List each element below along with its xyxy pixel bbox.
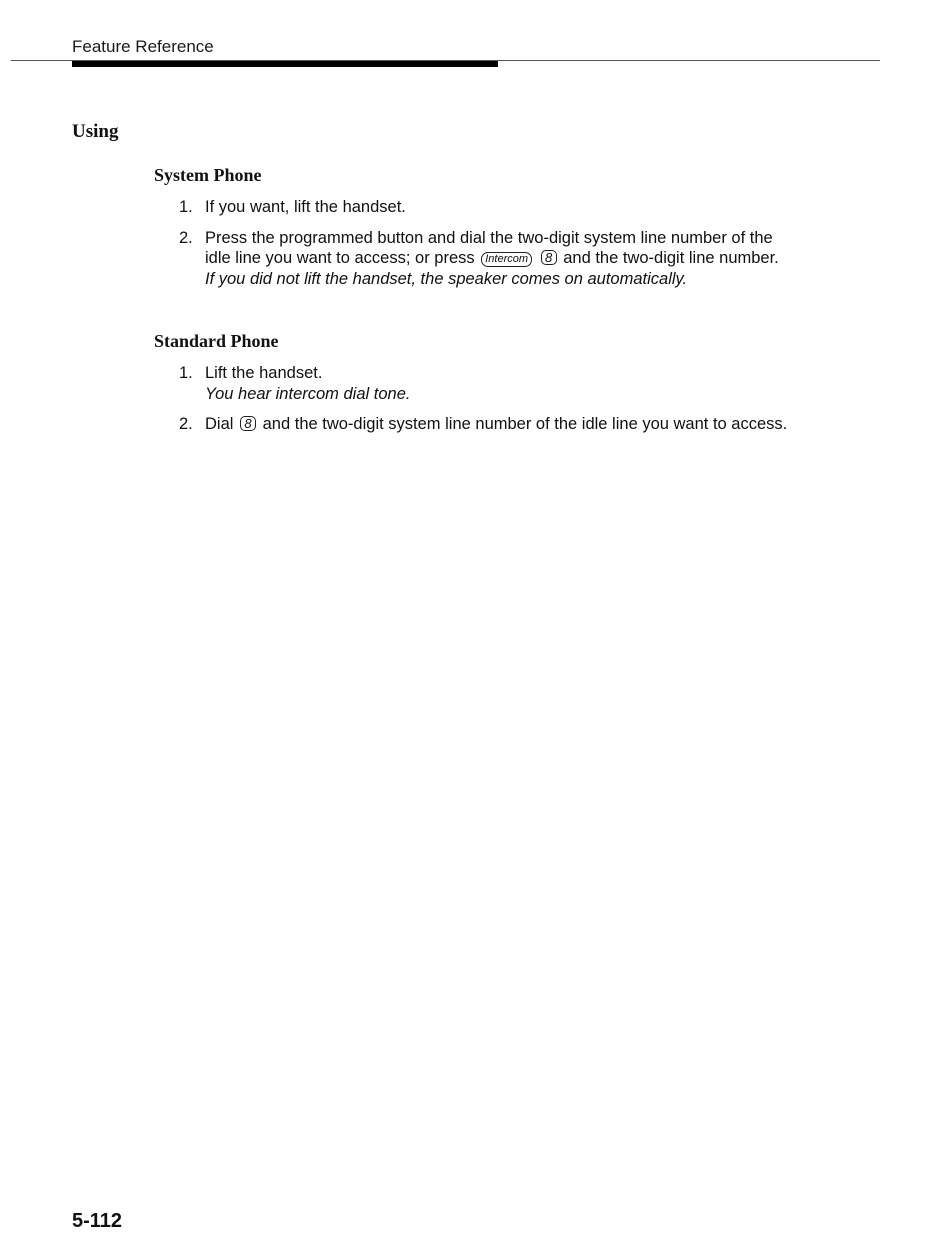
list-item (154, 228, 794, 290)
step-text: Lift the handset. (205, 364, 323, 382)
subheading-standard-phone: Standard Phone (154, 331, 279, 351)
header-rule-thick (72, 61, 498, 67)
step-number: 1. (179, 364, 193, 382)
step-note: If you did not lift the handset, the speaker comes on automatically. (205, 269, 688, 288)
section-heading-using: Using (72, 121, 119, 142)
standard-phone-steps (154, 363, 794, 435)
step-number: 2. (179, 415, 193, 433)
subheading-system-phone: System Phone (154, 165, 262, 185)
page-number: 5-112 (72, 1210, 123, 1232)
list-item (154, 197, 794, 218)
step-text: Press the programmed button and dial the two-digit system line number of the idle line you want to access; or press (205, 228, 773, 267)
step-number: 1. (179, 198, 193, 216)
system-phone-steps (154, 197, 794, 289)
step-note: You hear intercom dial tone. (205, 384, 411, 403)
running-header-title: Feature Reference (72, 37, 214, 56)
step-number: 2. (179, 228, 193, 247)
step-text-continued: and the two-digit line number. (563, 249, 779, 267)
dial-digit-key-icon: 8 (541, 250, 557, 265)
step-text: Dial (205, 415, 234, 433)
list-item (154, 363, 794, 404)
step-text-continued: and the two-digit system line number of the idle line you want to access. (262, 415, 788, 433)
intercom-key-icon: Intercom (481, 252, 532, 267)
dial-digit-key-icon: 8 (240, 416, 256, 431)
step-text: If you want, lift the handset. (205, 198, 406, 216)
list-item (154, 414, 794, 435)
